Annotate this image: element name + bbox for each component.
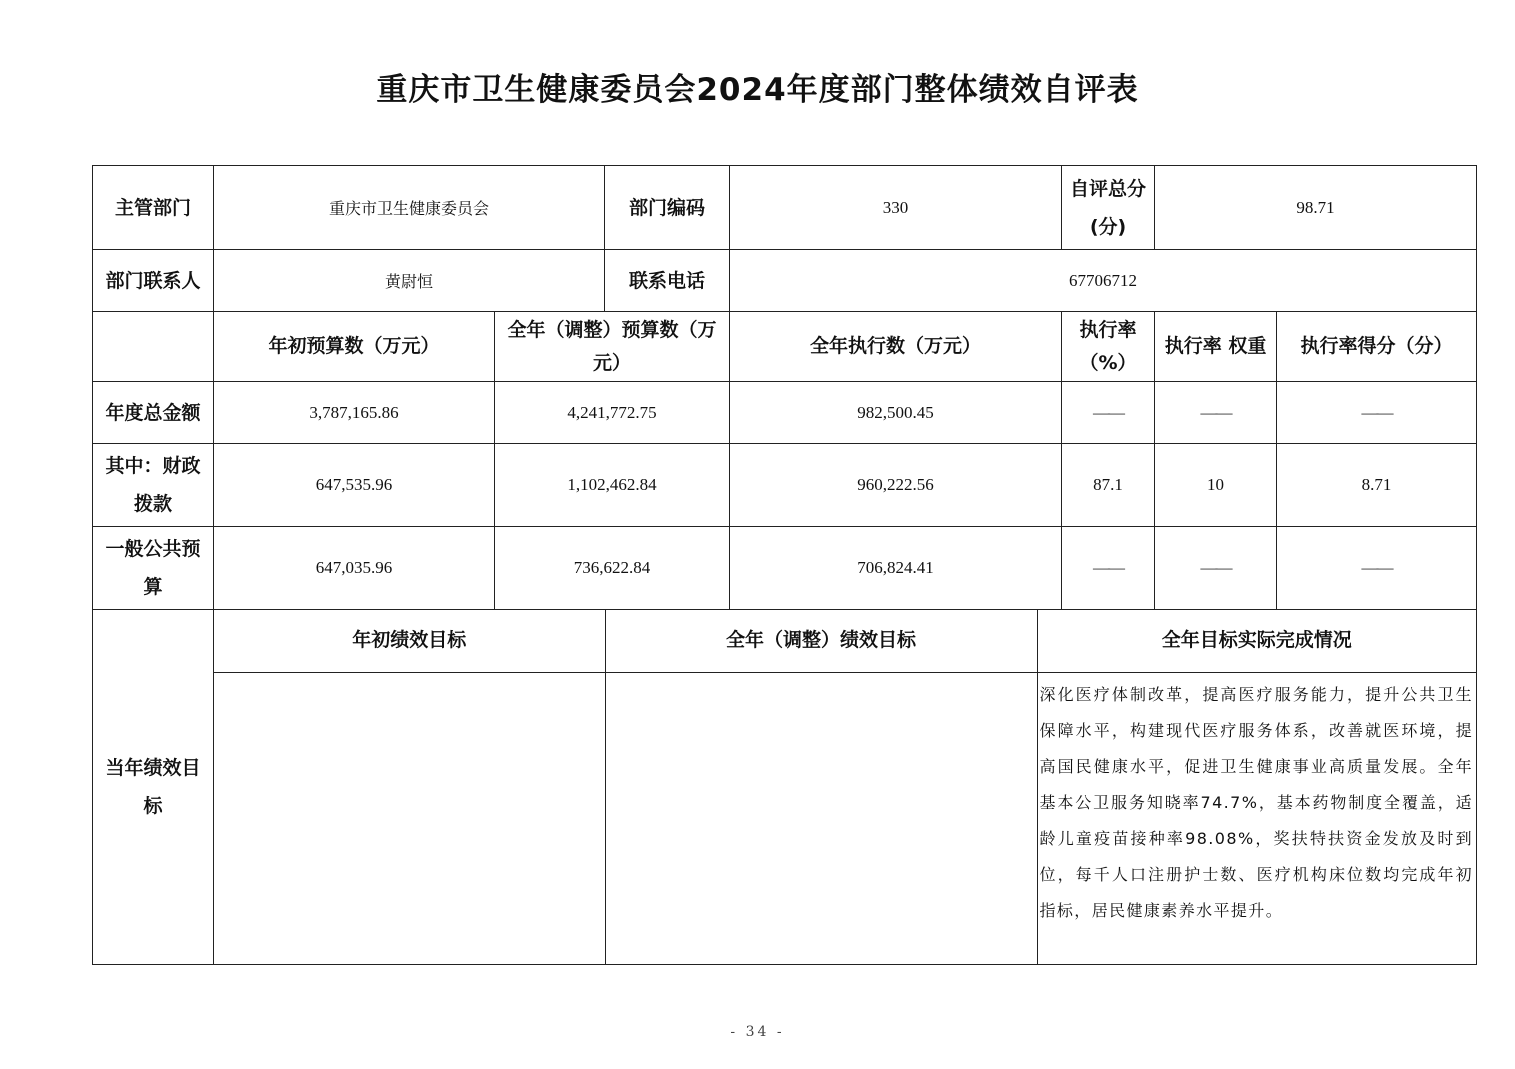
budget-executed: 982,500.45 [730,382,1062,444]
goals-section-label: 当年绩效目标 [93,610,214,965]
goals-inner-table [214,610,1476,964]
header-initial-budget: 年初预算数（万元） [214,312,495,382]
budget-score: —— [1277,527,1477,610]
budget-row [93,527,1477,610]
performance-table [92,165,1477,965]
budget-header-blank [93,312,214,382]
budget-adjusted: 736,622.84 [495,527,730,610]
page-title: 重庆市卫生健康委员会2024年度部门整体绩效自评表 [376,72,1139,108]
goals-adjusted-header: 全年（调整）绩效目标 [605,610,1037,672]
budget-rate: —— [1062,527,1155,610]
budget-weight: —— [1155,527,1277,610]
dept-label: 主管部门 [93,166,214,250]
budget-weight: 10 [1155,444,1277,527]
score-label: 自评总分(分) [1062,166,1155,250]
page-number: - 34 - [730,1024,785,1040]
budget-initial: 3,787,165.86 [214,382,495,444]
dept-value: 重庆市卫生健康委员会 [214,166,605,250]
contact-row [93,250,1477,312]
code-label: 部门编码 [605,166,730,250]
goals-row [93,610,1477,965]
budget-executed: 706,824.41 [730,527,1062,610]
phone-label: 联系电话 [605,250,730,312]
header-weight: 执行率 权重 [1155,312,1277,382]
budget-executed: 960,222.56 [730,444,1062,527]
budget-initial: 647,035.96 [214,527,495,610]
header-adjusted-budget: 全年（调整）预算数（万元） [495,312,730,382]
header-rate: 执行率（%） [1062,312,1155,382]
dept-row [93,166,1477,250]
budget-adjusted: 1,102,462.84 [495,444,730,527]
score-value: 98.71 [1155,166,1477,250]
goals-initial-text [214,672,605,964]
goals-actual-header: 全年目标实际完成情况 [1037,610,1476,672]
contact-value: 黄尉恒 [214,250,605,312]
goals-actual-text: 深化医疗体制改革，提高医疗服务能力，提升公共卫生保障水平，构建现代医疗服务体系，改善就医环境，提高国民健康水平，促进卫生健康事业高质量发展。全年基本公卫服务知晓率74.7%，基本药物制度全覆盖，适龄儿童疫苗接种率98.08%，奖扶特扶资金发放及时到位，每千人口注册护士数、医疗机构床位数均完成年初指标，居民健康素养水平提升。 [1039,684,1474,920]
budget-row-label: 一般公共预算 [93,527,214,610]
budget-rate: 87.1 [1062,444,1155,527]
budget-row-label: 其中：财政拨款 [93,444,214,527]
goals-adjusted-text [605,672,1037,964]
header-rate-score: 执行率得分（分） [1277,312,1477,382]
budget-score: 8.71 [1277,444,1477,527]
budget-weight: —— [1155,382,1277,444]
budget-rate: —— [1062,382,1155,444]
budget-initial: 647,535.96 [214,444,495,527]
budget-row [93,444,1477,527]
goals-block [214,610,1477,965]
budget-score: —— [1277,382,1477,444]
goals-initial-header: 年初绩效目标 [214,610,605,672]
budget-row [93,382,1477,444]
phone-value: 67706712 [730,250,1477,312]
budget-adjusted: 4,241,772.75 [495,382,730,444]
header-executed: 全年执行数（万元） [730,312,1062,382]
code-value: 330 [730,166,1062,250]
budget-row-label: 年度总金额 [93,382,214,444]
contact-label: 部门联系人 [93,250,214,312]
budget-header-row [93,312,1477,382]
